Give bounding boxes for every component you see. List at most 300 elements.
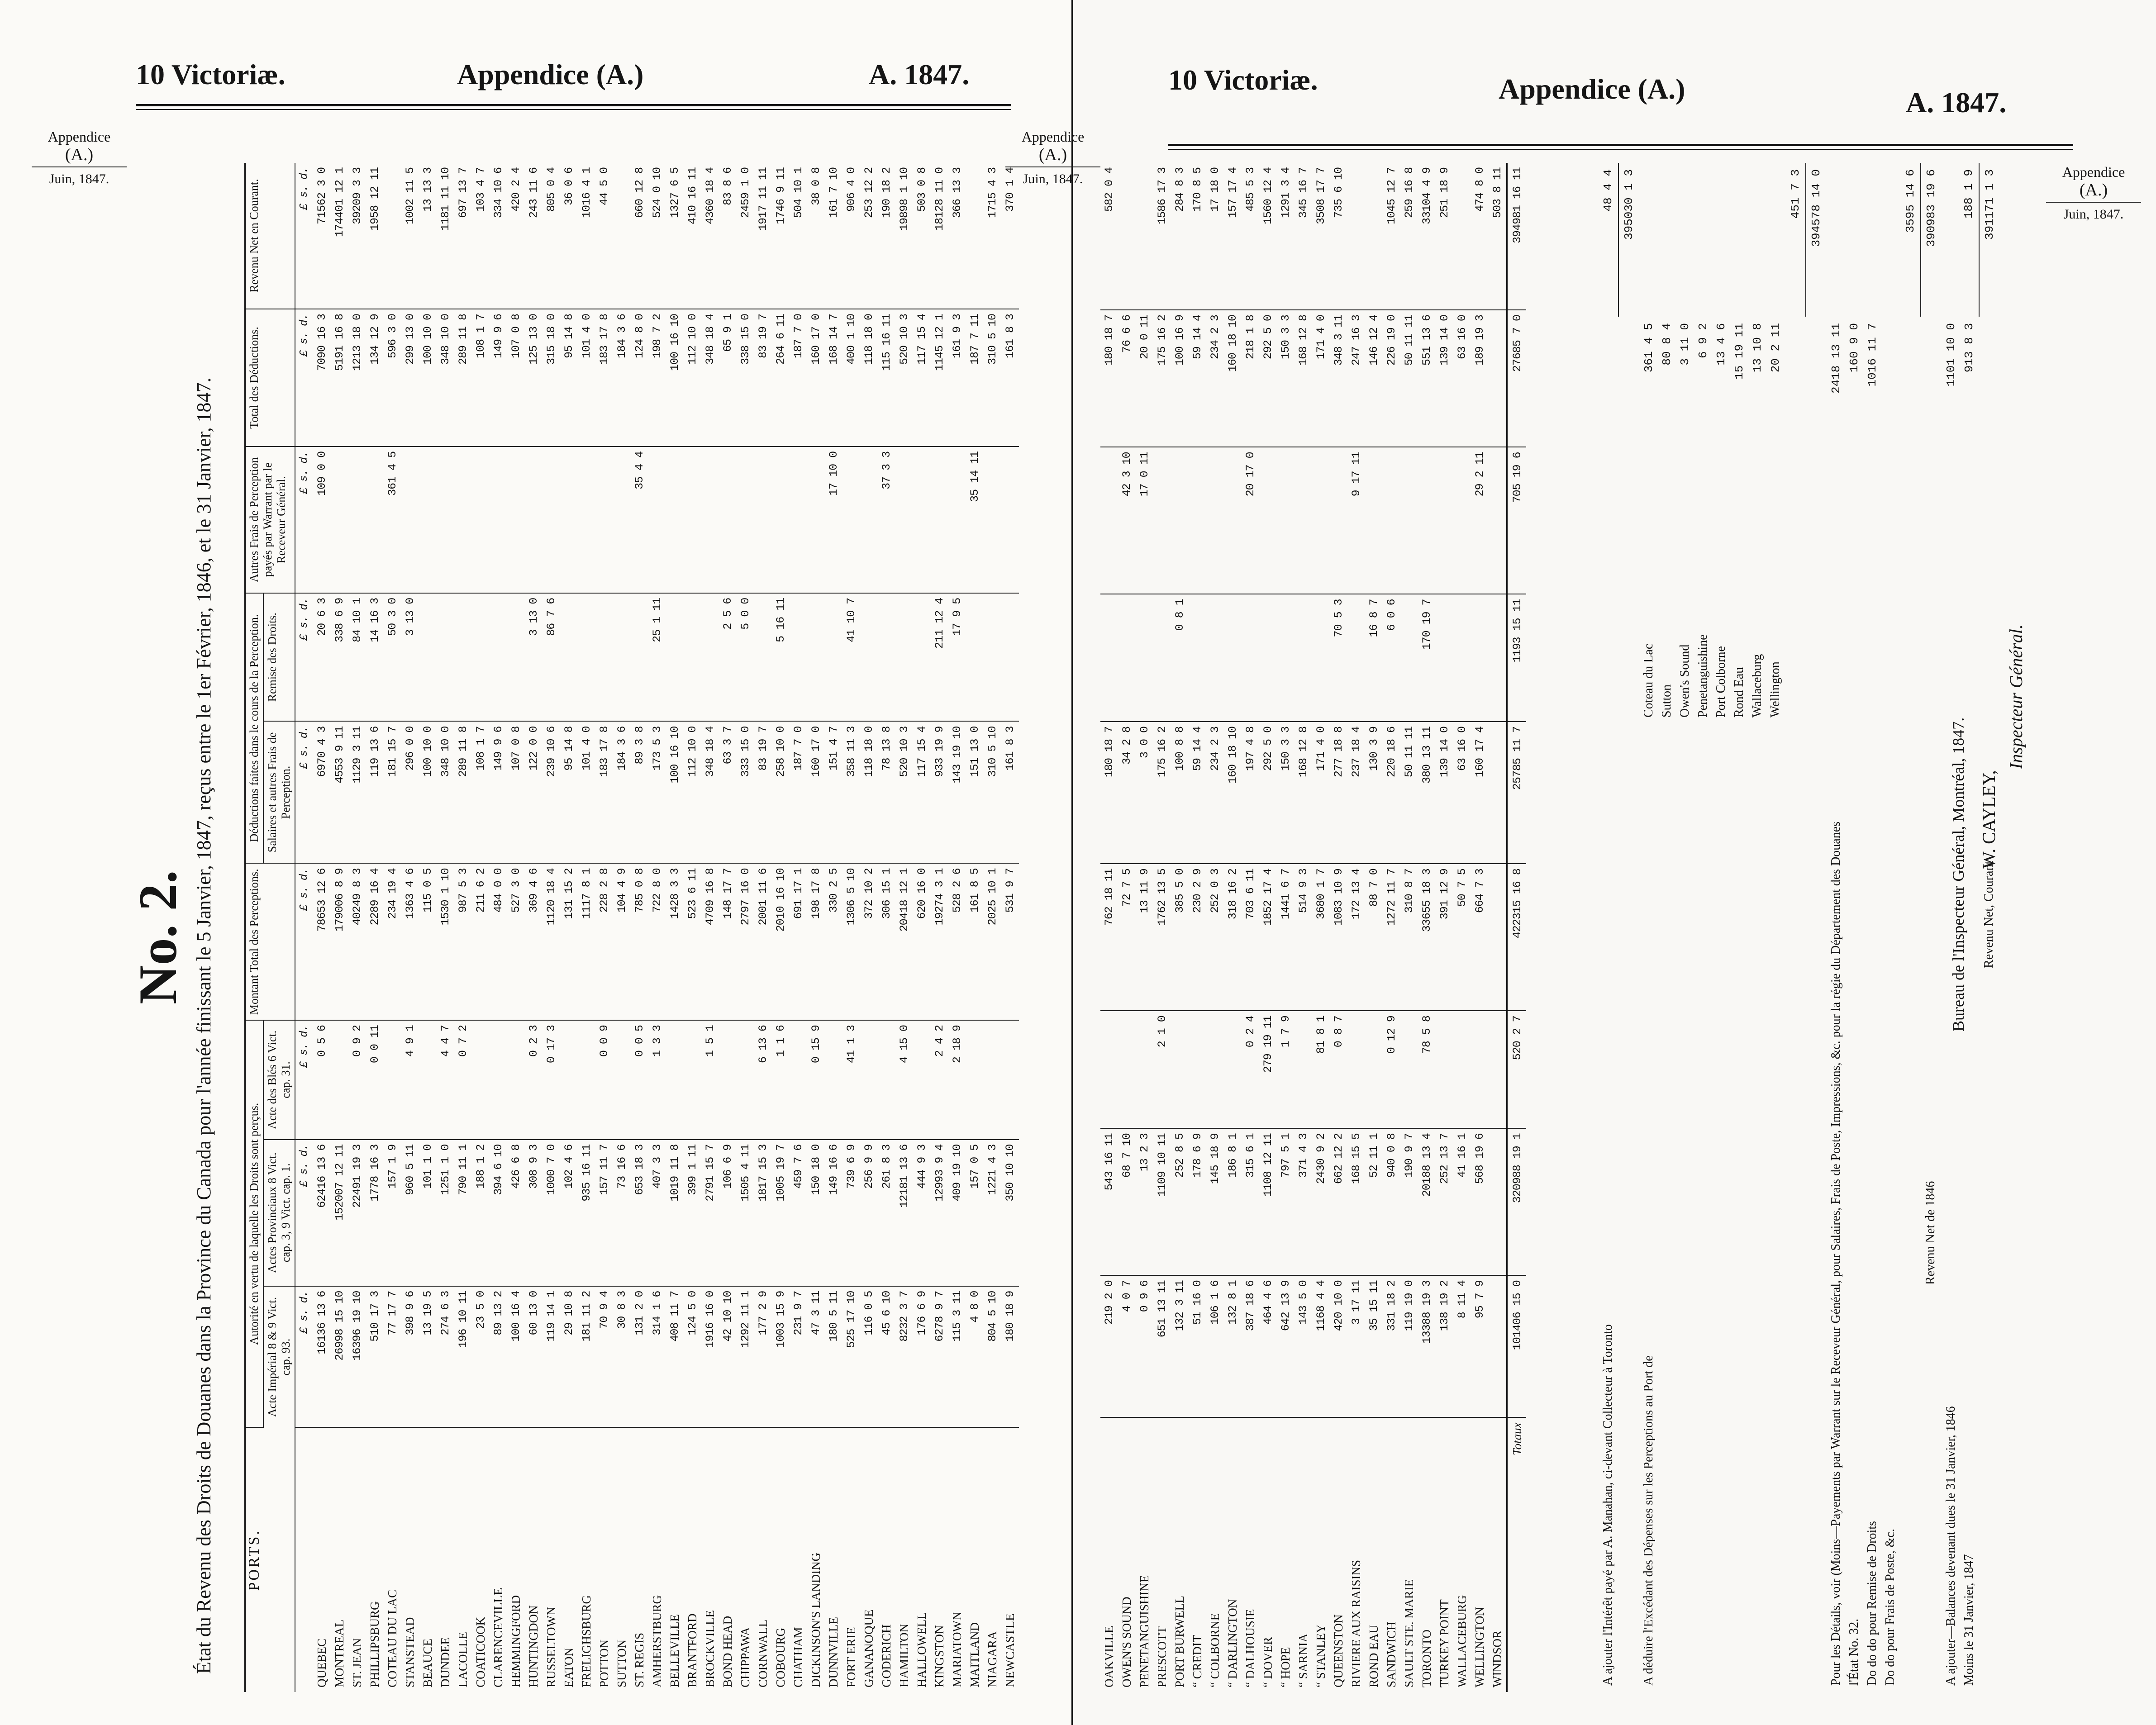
cell-net: 524 0 10: [648, 163, 666, 309]
cell-other: [666, 447, 684, 593]
cell-net: 485 5 3: [1242, 163, 1259, 310]
cell-wheat: [1453, 1011, 1471, 1128]
side-note-title: Appendice: [48, 128, 111, 145]
cell-other: [331, 447, 348, 593]
cell-remission: [1224, 594, 1242, 722]
cell-wheat: 0 8 7: [1330, 1011, 1347, 1128]
subtotal-amount: 395030 1 3: [1618, 163, 1639, 317]
cell-salaries: 119 13 6: [366, 721, 384, 863]
cell-wheat: [384, 1020, 401, 1140]
cell-other: [931, 447, 948, 593]
cell-imperial: 6278 9 7: [931, 1286, 948, 1428]
cell-total: 785 0 8: [631, 863, 648, 1020]
deduct-port: Rond Eau: [1732, 667, 1746, 718]
cell-other: [754, 447, 772, 593]
cell-imperial: 23 5 0: [472, 1286, 490, 1428]
cell-deductions: 180 18 7: [1100, 310, 1118, 447]
deduct-port: Port Colborne: [1714, 646, 1728, 718]
totals-row: [1507, 163, 1527, 1692]
cell-net: 170 8 5: [1189, 163, 1206, 310]
table-row: [1418, 163, 1436, 1692]
cell-deductions: 65 9 1: [719, 309, 737, 447]
cell-imperial: 26998 15 10: [331, 1286, 348, 1428]
table-row: [1277, 163, 1295, 1692]
table-row: [348, 163, 366, 1692]
revenue-table-right: [1100, 163, 1526, 1692]
port-name: SAULT STE. MARIE: [1402, 1579, 1416, 1687]
port-name: EATON: [562, 1647, 576, 1687]
cell-wheat: 2 4 2: [931, 1020, 948, 1140]
table-row: [948, 163, 966, 1692]
cell-total: 2289 16 4: [366, 863, 384, 1020]
cell-other: [842, 447, 860, 593]
cell-total: 620 16 0: [913, 863, 931, 1020]
cell-salaries: 107 0 8: [507, 721, 525, 863]
cell-net: 161 7 10: [825, 163, 842, 309]
deduct-amount-list: [1639, 317, 1785, 452]
cell-imperial: 1003 15 9: [772, 1286, 790, 1428]
cell-deductions: 315 18 0: [543, 309, 560, 447]
port-name: WELLINGTON: [1473, 1607, 1486, 1687]
cell-imperial: 47 3 11: [807, 1286, 825, 1428]
cell-salaries: 289 11 8: [454, 721, 472, 863]
cell-other: [437, 447, 454, 593]
port-name: BELLEVILLE: [668, 1614, 681, 1687]
cell-net: 697 13 7: [454, 163, 472, 309]
cell-imperial: 181 11 2: [578, 1286, 595, 1428]
table-row: [613, 163, 631, 1692]
cell-wheat: [719, 1020, 737, 1140]
cell-total: 1120 18 4: [543, 863, 560, 1020]
table-row: [1001, 163, 1019, 1692]
cell-imperial: [1489, 1275, 1507, 1417]
cell-wheat: 0 2 3: [525, 1020, 543, 1140]
running-head-year-right: A. 1847.: [1906, 86, 2007, 119]
cell-provincial: 73 16 6: [613, 1140, 631, 1286]
cell-remission: [1277, 594, 1295, 722]
cell-total: 531 9 7: [1001, 863, 1019, 1020]
cell-remission: [878, 593, 895, 722]
port-name: MARIATOWN: [950, 1611, 964, 1687]
cell-salaries: 100 8 8: [1171, 722, 1189, 864]
cell-imperial: 16136 13 6: [313, 1286, 331, 1428]
deduct-amount: 20 2 11: [1769, 323, 1782, 373]
net-1846-label: Revenu Net de 1846: [1923, 1181, 1937, 1285]
cell-wheat: [684, 1020, 701, 1140]
cell-salaries: 184 3 6: [613, 721, 631, 863]
cell-provincial: 41 16 1: [1453, 1128, 1471, 1275]
cell-net: 103 4 7: [472, 163, 490, 309]
cell-provincial: 960 5 11: [401, 1140, 419, 1286]
total-collections: 422315 16 8: [1507, 864, 1527, 1011]
cell-salaries: 239 10 6: [543, 721, 560, 863]
cell-provincial: 739 6 9: [842, 1140, 860, 1286]
cell-salaries: 220 18 6: [1383, 722, 1400, 864]
side-note-right: [2046, 163, 2141, 223]
total-net: 394981 16 11: [1507, 163, 1527, 310]
cell-total: 115 0 5: [419, 863, 437, 1020]
cell-salaries: 171 4 0: [1312, 722, 1330, 864]
cell-remission: [1242, 594, 1259, 722]
cell-salaries: 100 16 10: [666, 721, 684, 863]
cell-deductions: 134 12 9: [366, 309, 384, 447]
cell-deductions: 348 18 4: [701, 309, 719, 447]
cell-total: 230 2 9: [1189, 864, 1206, 1011]
cell-imperial: 42 10 10: [719, 1286, 737, 1428]
cell-other: [1295, 447, 1312, 594]
table-row: [384, 163, 401, 1692]
cell-other: [1312, 447, 1330, 594]
cell-total: 1117 8 1: [578, 863, 595, 1020]
cell-remission: [578, 593, 595, 722]
cell-wheat: 81 8 1: [1312, 1011, 1330, 1128]
side-note-ref: (A.): [65, 145, 94, 164]
cell-wheat: 0 2 4: [1242, 1011, 1259, 1128]
cell-provincial: 20188 13 4: [1418, 1128, 1436, 1275]
cell-salaries: 150 3 3: [1277, 722, 1295, 864]
cell-net: 13 13 3: [419, 163, 437, 309]
cell-remission: [754, 593, 772, 722]
cell-salaries: 292 5 0: [1259, 722, 1277, 864]
col-total-deductions: Total des Déductions.: [245, 309, 295, 447]
cell-other: [701, 447, 719, 593]
cell-total: 372 10 2: [860, 863, 878, 1020]
signature-name: W. CAYLEY,: [1979, 770, 1999, 869]
cell-remission: [1100, 594, 1118, 722]
table-row: [578, 163, 595, 1692]
cell-imperial: 119 19 0: [1400, 1275, 1418, 1417]
cell-net: [613, 163, 631, 309]
table-row: [543, 163, 560, 1692]
cell-deductions: 198 7 2: [648, 309, 666, 447]
cell-provincial: 190 9 7: [1400, 1128, 1418, 1275]
cell-net: 334 10 6: [490, 163, 507, 309]
cell-remission: 70 5 3: [1330, 594, 1347, 722]
cell-total: 33655 18 3: [1418, 864, 1436, 1011]
table-row: [419, 163, 437, 1692]
cell-other: 9 17 11: [1347, 447, 1365, 594]
cell-imperial: 138 19 2: [1436, 1275, 1453, 1417]
cell-wheat: [1118, 1011, 1136, 1128]
balances-label: A ajouter—Balances devenant dues le 31 Janvier, 1846: [1944, 1406, 1958, 1686]
cell-remission: [490, 593, 507, 722]
cell-total: 20418 12 1: [895, 863, 913, 1020]
cell-total: 50 7 5: [1453, 864, 1471, 1011]
cell-provincial: 409 19 10: [948, 1140, 966, 1286]
summary-warrant-total: [1900, 163, 1921, 1692]
warrant-amount: 1016 11 7: [1866, 323, 1879, 387]
cell-salaries: 348 18 4: [701, 721, 719, 863]
cell-salaries: 168 12 8: [1295, 722, 1312, 864]
cell-other: [984, 447, 1001, 593]
cell-provincial: 62416 13 6: [313, 1140, 331, 1286]
cell-salaries: 118 18 0: [860, 721, 878, 863]
side-note-ref: (A.): [1038, 145, 1067, 164]
cell-remission: [1295, 594, 1312, 722]
cell-other: [348, 447, 366, 593]
col-provincial: Actes Provinciaux 8 Vict. cap. 3, 9 Vict. cap. 1.: [263, 1140, 295, 1286]
warrant-amount: 2418 13 11: [1829, 323, 1843, 394]
cell-wheat: 1 3 3: [648, 1020, 666, 1140]
cell-other: [1277, 447, 1295, 594]
cell-other: 42 3 10: [1118, 447, 1136, 594]
cell-net: 1045 12 7: [1383, 163, 1400, 310]
port-name: CLARENCEVILLE: [491, 1587, 505, 1687]
cell-provincial: 1817 15 3: [754, 1140, 772, 1286]
cell-provincial: 101 1 0: [419, 1140, 437, 1286]
table-row: [754, 163, 772, 1692]
cell-deductions: 175 16 2: [1153, 310, 1171, 447]
table-row: [1100, 163, 1118, 1692]
cell-provincial: 157 1 9: [384, 1140, 401, 1286]
port-name: MONTREAL: [333, 1620, 346, 1687]
cell-remission: [1259, 594, 1277, 722]
cell-imperial: 13 19 5: [419, 1286, 437, 1428]
cell-remission: 211 12 4: [931, 593, 948, 722]
cell-salaries: 59 14 4: [1189, 722, 1206, 864]
cell-provincial: 252 8 5: [1171, 1128, 1189, 1275]
cell-other: [1330, 447, 1347, 594]
cell-remission: 86 7 6: [543, 593, 560, 722]
port-name: COTEAU DU LAC: [386, 1590, 399, 1687]
cell-imperial: 176 6 9: [913, 1286, 931, 1428]
side-note-left: [32, 128, 127, 188]
units-cell: £ s. d.: [295, 593, 313, 722]
cell-remission: [790, 593, 807, 722]
cell-provincial: 12181 13 6: [895, 1140, 913, 1286]
cell-remission: [437, 593, 454, 722]
table-row: [1136, 163, 1153, 1692]
cell-net: 4360 18 4: [701, 163, 719, 309]
cell-provincial: 543 16 11: [1100, 1128, 1118, 1275]
cell-salaries: 310 5 10: [984, 721, 1001, 863]
port-name: LACOLLE: [456, 1632, 470, 1687]
col-other-charges: Autres Frais de Perception payés par Warrant par le Receveur Général.: [245, 447, 295, 593]
cell-other: 109 0 0: [313, 447, 331, 593]
cell-salaries: 1129 3 11: [348, 721, 366, 863]
cell-remission: 0 8 1: [1171, 594, 1189, 722]
port-name: KINGSTON: [933, 1625, 946, 1687]
cell-salaries: 358 11 3: [842, 721, 860, 863]
deduct-amount: 6 9 2: [1696, 323, 1710, 359]
cell-provincial: 1005 19 7: [772, 1140, 790, 1286]
cell-total: 514 9 3: [1295, 864, 1312, 1011]
cell-net: 366 13 3: [948, 163, 966, 309]
port-name: BROCKVILLE: [703, 1610, 717, 1687]
cell-imperial: 30 8 3: [613, 1286, 631, 1428]
col-remission: Remise des Droits.: [263, 593, 295, 722]
cell-remission: [1453, 594, 1471, 722]
cell-total: 104 4 9: [613, 863, 631, 1020]
statement-title: État du Revenu des Droits de Douanes dans la Province du Canada pour l'année finissant le 5 Janvier, 1847, reçus entre le 1er Février, 1846, et le 31 Janvier, 1847.: [193, 377, 215, 1674]
port-name: COBOURG: [774, 1627, 787, 1687]
cell-provincial: 394 6 10: [490, 1140, 507, 1286]
cell-remission: 338 6 9: [331, 593, 348, 722]
revenue-table-right-wrap: [1100, 163, 1598, 1692]
cell-wheat: [1189, 1011, 1206, 1128]
port-name: CHATHAM: [791, 1627, 805, 1687]
cell-salaries: 181 15 7: [384, 721, 401, 863]
cell-imperial: 115 3 11: [948, 1286, 966, 1428]
warrant-amount: 160 9 0: [1847, 323, 1861, 373]
cell-imperial: 1292 11 1: [737, 1286, 754, 1428]
cell-total: 172 13 4: [1347, 864, 1365, 1011]
cell-deductions: 5191 16 8: [331, 309, 348, 447]
deduct-amount: 13 4 6: [1714, 323, 1728, 366]
units-cell: £ s. d.: [295, 721, 313, 863]
cell-total: 148 17 7: [719, 863, 737, 1020]
summary-wrap: [1598, 163, 2042, 1692]
cell-salaries: 83 19 7: [754, 721, 772, 863]
cell-salaries: 139 14 0: [1436, 722, 1453, 864]
cell-total: 762 18 11: [1100, 864, 1118, 1011]
cell-salaries: 520 10 3: [895, 721, 913, 863]
cell-deductions: 184 3 6: [613, 309, 631, 447]
cell-imperial: 180 18 9: [1001, 1286, 1019, 1428]
cell-imperial: 651 13 11: [1153, 1275, 1171, 1417]
cell-other: [1171, 447, 1189, 594]
cell-other: [790, 447, 807, 593]
cell-salaries: [1489, 722, 1507, 864]
cell-deductions: 168 12 8: [1295, 310, 1312, 447]
cell-total: 228 2 8: [595, 863, 613, 1020]
table-row: [1206, 163, 1224, 1692]
cell-other: 361 4 5: [384, 447, 401, 593]
cell-other: [401, 447, 419, 593]
cell-other: [595, 447, 613, 593]
port-name: BRANTFORD: [685, 1613, 699, 1687]
cell-remission: 50 3 0: [384, 593, 401, 722]
cell-imperial: 387 18 6: [1242, 1275, 1259, 1417]
cell-imperial: 642 13 9: [1277, 1275, 1295, 1417]
table-row: [490, 163, 507, 1692]
side-note-date: Juin, 1847.: [32, 166, 127, 188]
cell-net: 582 0 4: [1100, 163, 1118, 310]
cell-provincial: 790 11 1: [454, 1140, 472, 1286]
port-name: ST. JEAN: [350, 1638, 364, 1687]
cell-deductions: 100 16 10: [666, 309, 684, 447]
cell-salaries: 117 15 4: [913, 721, 931, 863]
cell-deductions: 149 9 6: [490, 309, 507, 447]
cell-salaries: 143 19 10: [948, 721, 966, 863]
cell-other: [490, 447, 507, 593]
cell-total: 703 6 11: [1242, 864, 1259, 1011]
cell-net: 19898 1 10: [895, 163, 913, 309]
cell-other: [684, 447, 701, 593]
cell-net: 83 8 6: [719, 163, 737, 309]
col-wheat: Acte des Blés 6 Vict. cap. 31.: [263, 1020, 295, 1140]
cell-provincial: 145 18 9: [1206, 1128, 1224, 1275]
cell-imperial: 510 17 3: [366, 1286, 384, 1428]
units-cell: £ s. d.: [295, 447, 313, 593]
cell-wheat: [419, 1020, 437, 1140]
cell-other: [472, 447, 490, 593]
cell-total: 369 4 6: [525, 863, 543, 1020]
port-name: WALLACEBURG: [1455, 1595, 1469, 1687]
cell-salaries: 130 3 9: [1365, 722, 1383, 864]
cell-wheat: [1400, 1011, 1418, 1128]
cell-imperial: 13388 19 3: [1418, 1275, 1436, 1417]
cell-wheat: 0 0 9: [595, 1020, 613, 1140]
cell-provincial: 797 5 1: [1277, 1128, 1295, 1275]
cell-imperial: 60 13 0: [525, 1286, 543, 1428]
cell-total: 179006 8 9: [331, 863, 348, 1020]
cell-deductions: 1145 12 1: [931, 309, 948, 447]
cell-imperial: 8 11 4: [1453, 1275, 1471, 1417]
table-row: [842, 163, 860, 1692]
cell-imperial: 132 8 1: [1224, 1275, 1242, 1417]
table-row: [1347, 163, 1365, 1692]
table-row: [684, 163, 701, 1692]
cell-provincial: 157 11 7: [595, 1140, 613, 1286]
cell-wheat: 0 0 5: [631, 1020, 648, 1140]
cell-wheat: [1365, 1011, 1383, 1128]
cell-total: 1852 17 4: [1259, 864, 1277, 1011]
cell-other: [737, 447, 754, 593]
cell-provincial: 2430 9 2: [1312, 1128, 1330, 1275]
cell-deductions: 50 11 11: [1400, 310, 1418, 447]
cell-imperial: 0 9 6: [1136, 1275, 1153, 1417]
cell-other: [560, 447, 578, 593]
cell-remission: 2 5 6: [719, 593, 737, 722]
cell-wheat: [1206, 1011, 1224, 1128]
running-head-title-right: Appendice (A.): [1499, 73, 1685, 105]
cell-provincial: 152007 12 11: [331, 1140, 348, 1286]
cell-total: 306 15 1: [878, 863, 895, 1020]
revenue-table-left: [244, 163, 1019, 1692]
cell-total: 484 0 0: [490, 863, 507, 1020]
table-body-left: [313, 163, 1019, 1692]
cell-deductions: 115 16 11: [878, 309, 895, 447]
port-name: NIAGARA: [985, 1631, 999, 1687]
port-name: SANDWICH: [1385, 1621, 1398, 1687]
cell-remission: [1471, 594, 1489, 722]
cell-remission: 3 13 0: [525, 593, 543, 722]
cell-remission: [1400, 594, 1418, 722]
cell-imperial: 804 5 10: [984, 1286, 1001, 1428]
cell-other: [366, 447, 384, 593]
cell-deductions: 112 10 0: [684, 309, 701, 447]
cell-total: 2797 16 0: [737, 863, 754, 1020]
cell-remission: [631, 593, 648, 722]
cell-provincial: 653 18 3: [631, 1140, 648, 1286]
cell-total: 1441 6 7: [1277, 864, 1295, 1011]
cell-imperial: 89 13 2: [490, 1286, 507, 1428]
summary-deduct-total: [1785, 163, 1806, 1692]
cell-imperial: 231 9 7: [790, 1286, 807, 1428]
port-name: DUNNVILLE: [827, 1617, 840, 1687]
cell-imperial: 219 2 0: [1100, 1275, 1118, 1417]
cell-net: 1181 11 10: [437, 163, 454, 309]
table-row: [1383, 163, 1400, 1692]
port-name: BOND HEAD: [721, 1616, 734, 1687]
table-row: [1189, 163, 1206, 1692]
after-deduct-amount: 394578 14 0: [1806, 163, 1826, 317]
cell-imperial: 420 10 0: [1330, 1275, 1347, 1417]
table-row: [1224, 163, 1242, 1692]
cell-total: 72 7 5: [1118, 864, 1136, 1011]
cell-provincial: 1778 16 3: [366, 1140, 384, 1286]
total-deductions: 27685 7 0: [1507, 310, 1527, 447]
cell-salaries: 277 18 8: [1330, 722, 1347, 864]
deduct-amount: 3 11 0: [1678, 323, 1692, 366]
table-row: [1295, 163, 1312, 1692]
cell-wheat: 41 1 3: [842, 1020, 860, 1140]
cell-other: [543, 447, 560, 593]
cell-provincial: 568 19 6: [1471, 1128, 1489, 1275]
cell-salaries: 34 2 8: [1118, 722, 1136, 864]
cell-remission: 16 8 7: [1365, 594, 1383, 722]
